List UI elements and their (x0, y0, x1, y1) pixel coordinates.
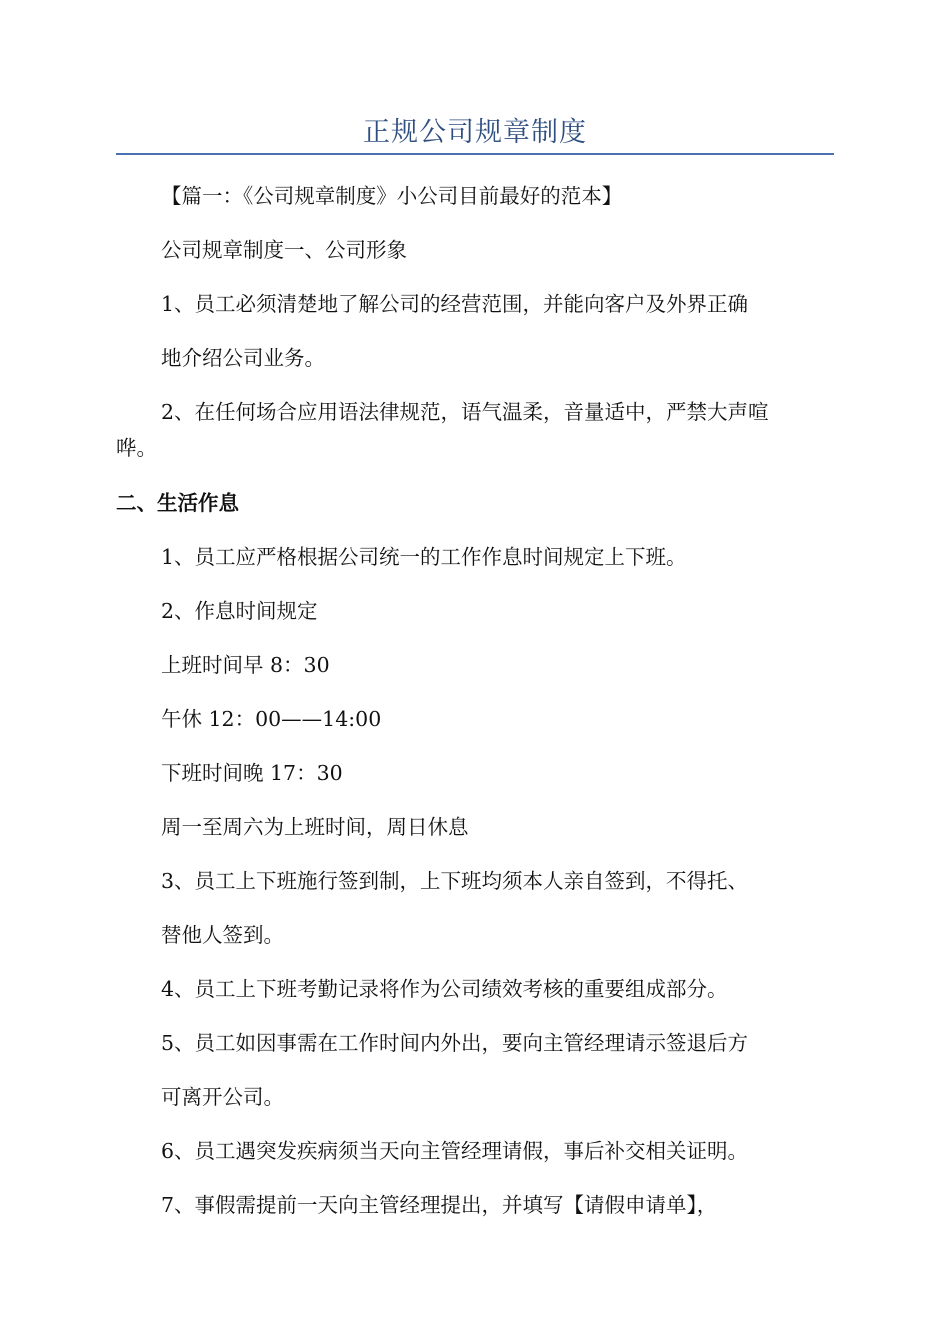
paragraph-line: 下班时间晚 17：30 (161, 761, 343, 785)
paragraph-line: 2、作息时间规定 (161, 599, 318, 623)
paragraph-line: 周一至周六为上班时间，周日休息 (161, 815, 469, 839)
title-underline (116, 153, 834, 155)
paragraph-line: 午休 12：00——14:00 (161, 707, 382, 731)
paragraph-line: 2、在任何场合应用语法律规范，语气温柔，音量适中，严禁大声喧 (161, 400, 769, 424)
paragraph-line: 5、员工如因事需在工作时间内外出，要向主管经理请示签退后方 (161, 1031, 749, 1055)
paragraph-line: 7、事假需提前一天向主管经理提出，并填写【请假申请单】， (161, 1193, 718, 1217)
paragraph-line: 可离开公司。 (161, 1085, 284, 1109)
section-heading-chapter-1: 【篇一：《公司规章制度》小公司目前最好的范本】 (161, 184, 623, 208)
paragraph-line: 1、员工应严格根据公司统一的工作作息时间规定上下班。 (161, 545, 687, 569)
paragraph-line: 3、员工上下班施行签到制，上下班均须本人亲自签到，不得托、 (161, 869, 749, 893)
paragraph-line: 替他人签到。 (161, 923, 284, 947)
section-heading-2: 二、生活作息 (116, 491, 239, 515)
paragraph-line: 4、员工上下班考勤记录将作为公司绩效考核的重要组成部分。 (161, 977, 728, 1001)
paragraph-line: 哗。 (116, 436, 157, 460)
paragraph-line: 1、员工必须清楚地了解公司的经营范围，并能向客户及外界正确 (161, 292, 749, 316)
paragraph-line: 公司规章制度一、公司形象 (161, 238, 407, 262)
paragraph-line: 6、员工遇突发疾病须当天向主管经理请假，事后补交相关证明。 (161, 1139, 749, 1163)
paragraph-line: 地介绍公司业务。 (161, 346, 325, 370)
document-title: 正规公司规章制度 (363, 117, 587, 148)
paragraph-line: 上班时间早 8：30 (161, 653, 330, 677)
